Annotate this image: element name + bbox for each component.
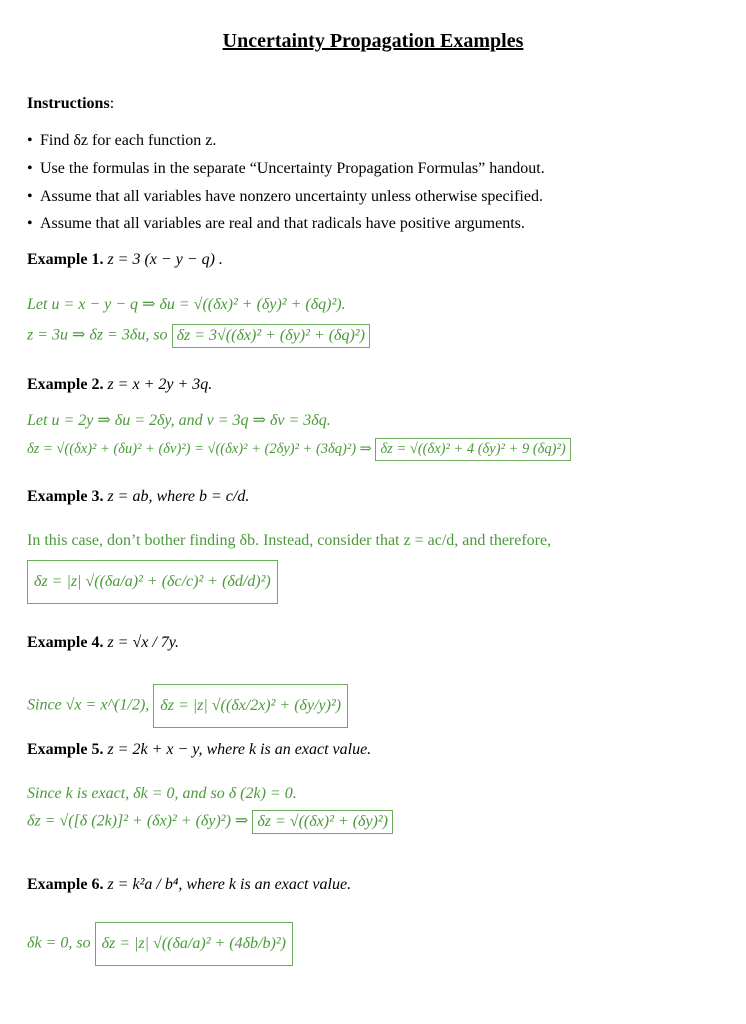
example-3-answer: δz = |z| √((δa/a)² + (δc/c)² + (δd/d)²): [27, 560, 278, 604]
example-6-line-1: δk = 0, so δz = |z| √((δa/a)² + (4δb/b)²): [27, 922, 293, 966]
example-2-statement: Example 2. z = x + 2y + 3q.: [27, 376, 213, 393]
bullet-1: • Find δz for each function z.: [27, 132, 217, 149]
bullet-2: • Use the formulas in the separate “Uncertainty Propagation Formulas” handout.: [27, 160, 545, 177]
example-3-statement: Example 3. z = ab, where b = c/d.: [27, 488, 250, 505]
example-4-answer: δz = |z| √((δx/2x)² + (δy/y)²): [153, 684, 348, 728]
example-4-line-1: Since √x = x^(1/2), δz = |z| √((δx/2x)² + (δy/y)²): [27, 684, 348, 728]
example-6-statement: Example 6. z = k²a / b⁴, where k is an exact value.: [27, 876, 352, 893]
example-2-line-1: Let u = 2y ⇒ δu = 2δy, and v = 3q ⇒ δv = 3δq.: [27, 412, 331, 429]
example-5-line-2: δz = √([δ (2k)]² + (δx)² + (δy)²) ⇒ δz = √((δx)² + (δy)²): [27, 810, 393, 834]
example-3-answer-row: [27, 560, 278, 604]
instructions-heading: Instructions:: [27, 95, 115, 112]
example-1-line-1: Let u = x − y − q ⇒ δu = √((δx)² + (δy)² + (δq)²).: [27, 296, 346, 313]
example-5-statement: Example 5. z = 2k + x − y, where k is an exact value.: [27, 741, 372, 758]
example-4-statement: Example 4. z = √x / 7y.: [27, 634, 180, 651]
example-2-answer: δz = √((δx)² + 4 (δy)² + 9 (δq)²): [375, 438, 570, 461]
example-3-line-1: In this case, don’t bother finding δb. Instead, consider that z = ac/d, and therefore,: [27, 532, 552, 549]
bullet-3: • Assume that all variables have nonzero uncertainty unless otherwise specified.: [27, 188, 543, 205]
example-2-line-2: δz = √((δx)² + (δu)² + (δv)²) = √((δx)² + (2δy)² + (3δq)²) ⇒ δz = √((δx)² + 4 (δy)² + 9 (δq)²): [27, 438, 571, 461]
bullet-4: • Assume that all variables are real and that radicals have positive arguments.: [27, 215, 525, 232]
example-1-answer: δz = 3√((δx)² + (δy)² + (δq)²): [172, 324, 370, 348]
example-5-line-1: Since k is exact, δk = 0, and so δ (2k) = 0.: [27, 785, 297, 802]
example-1-line-2: z = 3u ⇒ δz = 3δu, so δz = 3√((δx)² + (δy)² + (δq)²): [27, 324, 370, 348]
example-5-answer: δz = √((δx)² + (δy)²): [252, 810, 393, 834]
page-title: Uncertainty Propagation Examples: [222, 30, 524, 52]
example-1-statement: Example 1. z = 3 (x − y − q) .: [27, 251, 223, 268]
example-6-answer: δz = |z| √((δa/a)² + (4δb/b)²): [95, 922, 293, 966]
